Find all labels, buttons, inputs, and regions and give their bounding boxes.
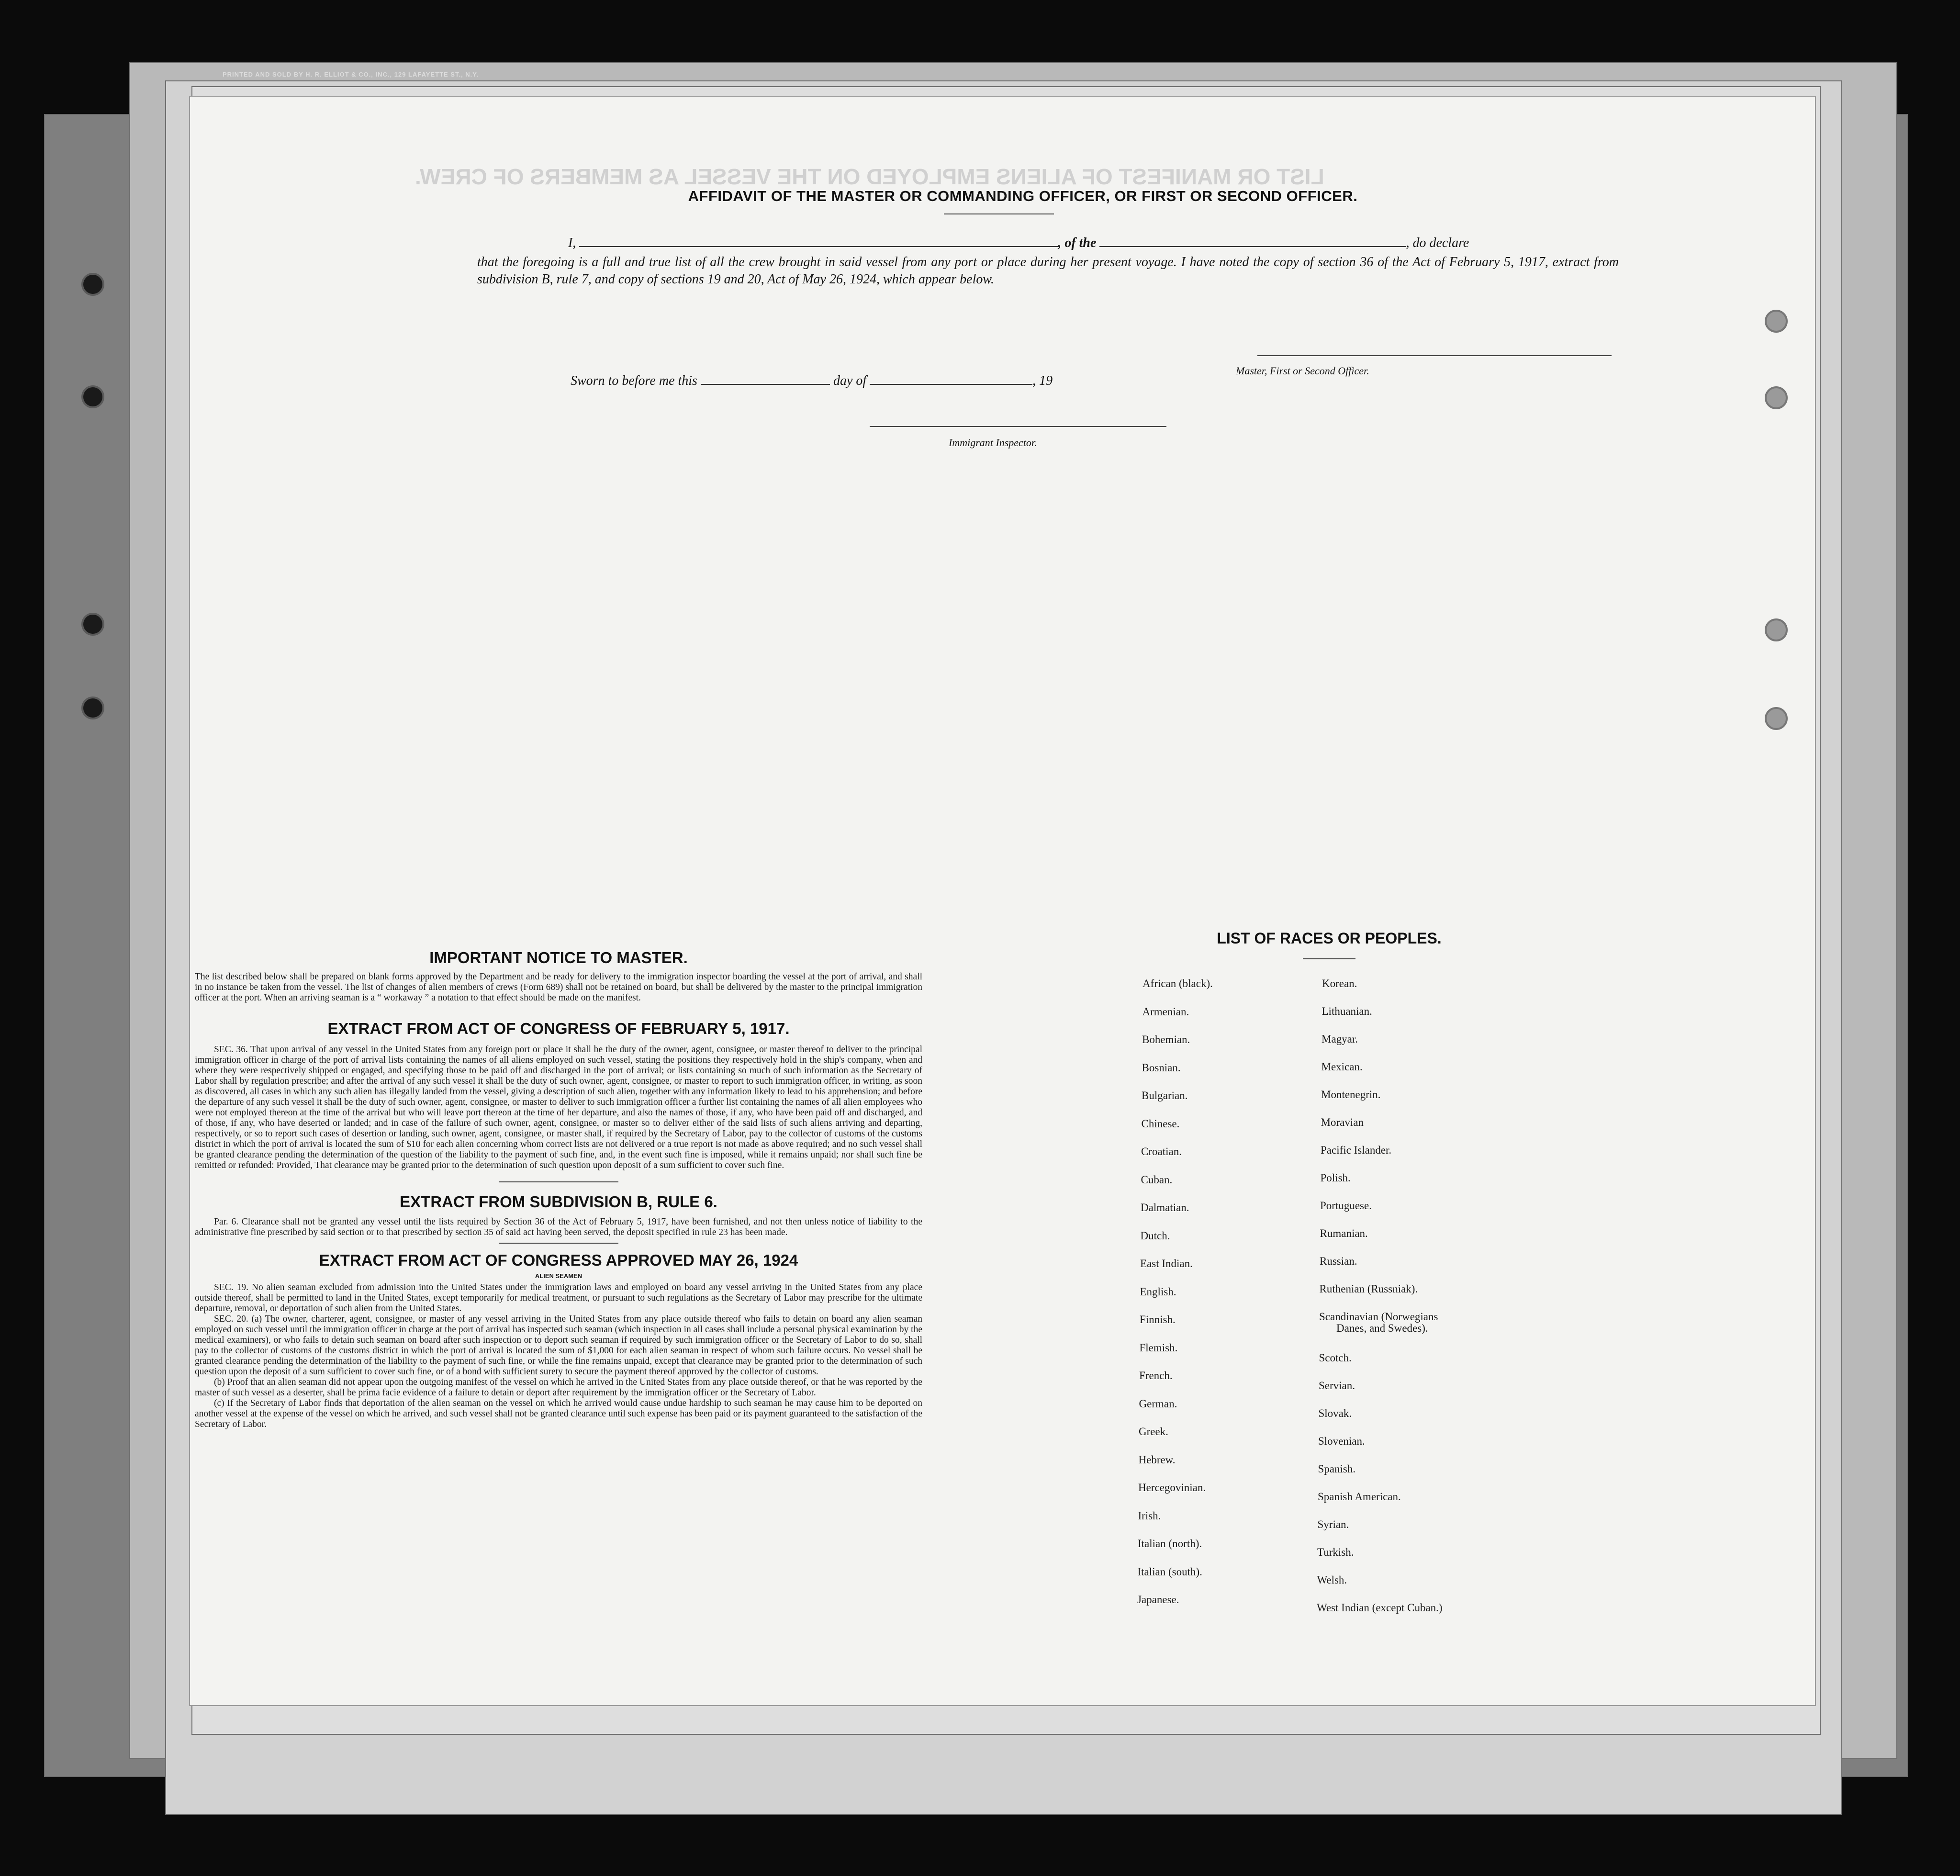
affidavit-title: AFFIDAVIT OF THE MASTER OR COMMANDING OFFICER, OR FIRST OR SECOND OFFICER. <box>688 188 1358 204</box>
master-signature-line[interactable] <box>1257 355 1612 356</box>
race-item: Greek. <box>1139 1426 1168 1438</box>
affidavit-body: that the foregoing is a full and true list of all the crew brought in said vessel from any port or place during her present voyage. I have noted the copy of section 36 of the Act of February 5, 1917, extract from subdivision B, rule 7, and copy of sections 19 and 20, Act of May 26, 1924, which appear below. <box>477 255 1619 287</box>
race-item: Mexican. <box>1321 1061 1363 1073</box>
race-item: Portuguese. <box>1320 1200 1372 1212</box>
extract-rule6-title: EXTRACT FROM SUBDIVISION B, RULE 6. <box>400 1193 717 1211</box>
extract-1924-sec20a: SEC. 20. (a) The owner, charterer, agent, consignee, or master of any vessel arriving in the United States from any place outside thereof who fails to detain on board any alien seaman employed on such vessel until the immigration officer in charge at the port of arrival has inspected such seaman (which inspection in all cases shall include a personal physical examination by the medical examiners), or who fails to detain such seaman on board after such inspection or to deport such seaman if required by such immigration officer or the Secretary of Labor to do so, shall pay to the collector of customs of the customs district in which the port of arrival is located the sum of $1,000 for each alien seaman in respect of whom such failure occurs. No vessel shall be granted clearance pending the determination of the liability to the payment of such fine, or while the fine remains unpaid, except that clearance may be granted prior to the determination of such question upon the deposit of a sum sufficient to cover such fine, or of a bond with sufficient surety to secure the payment thereof approved by the collector of customs. <box>195 1314 922 1377</box>
race-item: Pacific Islander. <box>1321 1144 1392 1156</box>
race-item: Slovenian. <box>1318 1435 1365 1447</box>
race-item: Polish. <box>1320 1172 1351 1184</box>
race-item: Ruthenian (Russniak). <box>1319 1283 1418 1295</box>
year-label: , 19 <box>1032 373 1053 388</box>
affidavit-title-rule <box>944 213 1054 214</box>
vessel-name-field[interactable] <box>1099 246 1406 247</box>
race-item: African (black). <box>1142 977 1213 989</box>
race-item: Montenegrin. <box>1321 1089 1381 1101</box>
extract-1924-title: EXTRACT FROM ACT OF CONGRESS APPROVED MAY 26, 1924 <box>319 1251 798 1269</box>
affidavit-of-the-label: , of the <box>1058 236 1097 250</box>
race-item: Armenian. <box>1142 1005 1189 1018</box>
page-hole <box>1765 707 1788 730</box>
sworn-day-field[interactable] <box>701 384 830 385</box>
race-item: Turkish. <box>1317 1546 1354 1558</box>
master-signature-label: Master, First or Second Officer. <box>1236 365 1369 377</box>
extract-1917-title: EXTRACT FROM ACT OF CONGRESS OF FEBRUARY 5, 1917. <box>327 1020 790 1037</box>
race-item: Italian (north). <box>1138 1538 1202 1550</box>
race-item: Syrian. <box>1317 1518 1349 1530</box>
binder-hole <box>81 613 104 636</box>
legal-column <box>195 949 922 1430</box>
race-item: Dalmatian. <box>1141 1202 1189 1213</box>
race-item: Bohemian. <box>1142 1033 1190 1045</box>
race-item: Spanish American. <box>1318 1491 1401 1503</box>
race-item: Servian. <box>1319 1380 1355 1392</box>
notice-body: The list described below shall be prepared on blank forms approved by the Department and be ready for delivery to the immigration inspector boarding the vessel at the port of arrival, and shall in no instance be taken from the vessel. The list of changes of alien members of crews (Form 689) shall not be retained on board, but shall be delivered by the master to the principal immigration officer at the port. When an arriving seaman is a “ workaway ” a notation to that effect should be made on the manifest. <box>195 972 922 1003</box>
race-item: Cuban. <box>1141 1173 1173 1186</box>
page-hole <box>1765 310 1788 333</box>
race-item-continuation: Danes, and Swedes). <box>1336 1322 1428 1334</box>
binder-hole <box>81 696 104 719</box>
race-item: Italian (south). <box>1137 1565 1202 1578</box>
divider <box>499 1181 618 1182</box>
inspector-label: Immigrant Inspector. <box>949 437 1037 449</box>
races-title: LIST OF RACES OR PEOPLES. <box>1217 930 1442 947</box>
race-item: Korean. <box>1322 977 1357 989</box>
race-item: Hebrew. <box>1138 1453 1176 1466</box>
officer-name-field[interactable] <box>579 246 1058 247</box>
race-item: Bulgarian. <box>1142 1090 1188 1101</box>
binder-hole <box>81 385 104 408</box>
race-item: Slovak. <box>1318 1407 1352 1419</box>
race-item: German. <box>1139 1397 1177 1410</box>
race-item: French. <box>1139 1370 1173 1382</box>
race-item: Bosnian. <box>1142 1061 1181 1074</box>
sworn-label: Sworn to before me this <box>571 373 697 388</box>
race-item: Croatian. <box>1141 1146 1182 1157</box>
manifest-page <box>189 96 1816 1706</box>
race-item: Rumanian. <box>1320 1227 1368 1239</box>
binder-hole <box>81 273 104 296</box>
printer-imprint: PRINTED AND SOLD BY H. R. ELLIOT & CO., INC., 129 LAFAYETTE ST., N.Y. <box>223 71 479 78</box>
bleed-through-header: LIST OR MANIFEST OF ALIENS EMPLOYED ON THE VESSEL AS MEMBERS OF CREW. <box>415 164 1324 189</box>
page-hole <box>1765 618 1788 641</box>
races-title-rule <box>1303 958 1355 959</box>
inspector-signature-line[interactable] <box>870 426 1166 427</box>
affidavit-i-label: I, <box>568 236 576 250</box>
extract-1924-sec19: SEC. 19. No alien seaman excluded from admission into the United States under the immigration laws and employed on board any vessel arriving in the United States from any place outside thereof, shall be permitted to land in the United States, except temporarily for medical treatment, or pursuant to such regulations as the Secretary of Labor may prescribe for the ultimate departure, removal, or deportation of such alien from the United States. <box>195 1282 922 1314</box>
race-item: Magyar. <box>1322 1033 1358 1045</box>
race-item: Chinese. <box>1141 1117 1180 1130</box>
affidavit-declaration <box>477 235 1619 288</box>
sworn-line <box>571 373 1053 389</box>
extract-rule6-body: Par. 6. Clearance shall not be granted any vessel until the lists required by Section 36 of the Act of February 5, 1917, have been furnished, and not then unless notice of liability to the administrative fine prescribed by said section or to that prescribed by section 35 of said act having been served, the deposit specified in rule 23 has been made. <box>195 1217 922 1237</box>
race-item: English. <box>1140 1285 1176 1298</box>
race-item: Hercegovinian. <box>1138 1482 1206 1494</box>
race-item: Flemish. <box>1139 1341 1178 1354</box>
race-item: Finnish. <box>1140 1314 1176 1326</box>
race-item: Scandinavian (Norwegians <box>1319 1311 1438 1323</box>
race-item: Russian. <box>1320 1255 1357 1267</box>
extract-1924-sec20b: (b) Proof that an alien seaman did not appear upon the outgoing manifest of the vessel on which he arrived in the United States from any place outside thereof, or that he was reported by the master of such vessel as a deserter, shall be prima facie evidence of a failure to detain or deport after requirement by the immigration officer or the Secretary of Labor. <box>195 1377 922 1398</box>
race-item: Lithuanian. <box>1322 1005 1372 1017</box>
page-hole <box>1765 386 1788 409</box>
extract-1924-sec20c: (c) If the Secretary of Labor finds that deportation of the alien seaman on the vessel on which he arrived would cause undue hardship to such seaman he may cause him to be deported on another vessel at the expense of the vessel on which he arrived, and such vessel shall not be granted clearance until such expense has been paid or its payment guaranteed to the satisfaction of the Secretary of Labor. <box>195 1398 922 1429</box>
race-item: Welsh. <box>1317 1574 1347 1586</box>
race-item: Scotch. <box>1319 1352 1352 1364</box>
race-item: East Indian. <box>1140 1258 1193 1269</box>
divider <box>499 1243 618 1244</box>
extract-1924-subtitle: ALIEN SEAMEN <box>535 1272 582 1280</box>
sworn-month-field[interactable] <box>870 384 1032 385</box>
race-item: Spanish. <box>1318 1463 1356 1475</box>
race-item: Moravian <box>1321 1116 1364 1128</box>
affidavit-do-declare-label: , do declare <box>1406 236 1469 250</box>
notice-title: IMPORTANT NOTICE TO MASTER. <box>429 949 688 966</box>
race-item: West Indian (except Cuban.) <box>1317 1602 1443 1614</box>
day-of-label: day of <box>833 373 867 388</box>
extract-1917-body: SEC. 36. That upon arrival of any vessel in the United States from any foreign port or place it shall be the duty of the owner, agent, consignee, or master thereof to deliver to the principal immigration officer in charge of the port of arrival lists containing the names of all aliens employed on such vessel, stating the positions they respectively hold in the ship's company, when and where they were respectively shipped or engaged, and specifying those to be paid off and discharged in the port of arrival; or lists containing so much of such information as the Secretary of Labor shall by regulation prescribe; and after the arrival of any such vessel it shall be the duty of such owner, agent, consignee, or master to report to such immigration officer, in writing, as soon as discovered, all cases in which any such alien has illegally landed from the vessel, giving a description of such alien, together with any information likely to lead to his apprehension; and before the departure of any such vessel it shall be the duty of such owner, agent, consignee, or master to deliver to such immigration officer a further list containing the names of all alien employees who were not employed thereon at the time of the arrival but who will leave port thereon at the time of her departure, and also the names of those, if any, who have been paid off and discharged, and of those, if any, who have deserted or landed; and in case of the failure of such owner, agent, consignee, or master so to deliver either of the said lists of such aliens arriving and departing, respectively, or so to report such cases of desertion or landing, such owner, agent, consignee, or master shall, if required by the Secretary of Labor, pay to the collector of customs of the customs district in which the port of arrival is located the sum of $10 for each alien concerning whom correct lists are not delivered or a true report is not made as above required; and no such vessel shall be granted clearance pending the determination of the question of the liability to the payment of such fine, and, in the event such fine is imposed, while it remains unpaid; nor shall such fine be remitted or refunded: Provided, That clearance may be granted prior to the determination of such question upon deposit of a sum sufficient to cover such fine. <box>195 1045 922 1170</box>
race-item: Japanese. <box>1137 1594 1179 1606</box>
race-item: Irish. <box>1138 1509 1161 1522</box>
race-item: Dutch. <box>1140 1229 1170 1242</box>
